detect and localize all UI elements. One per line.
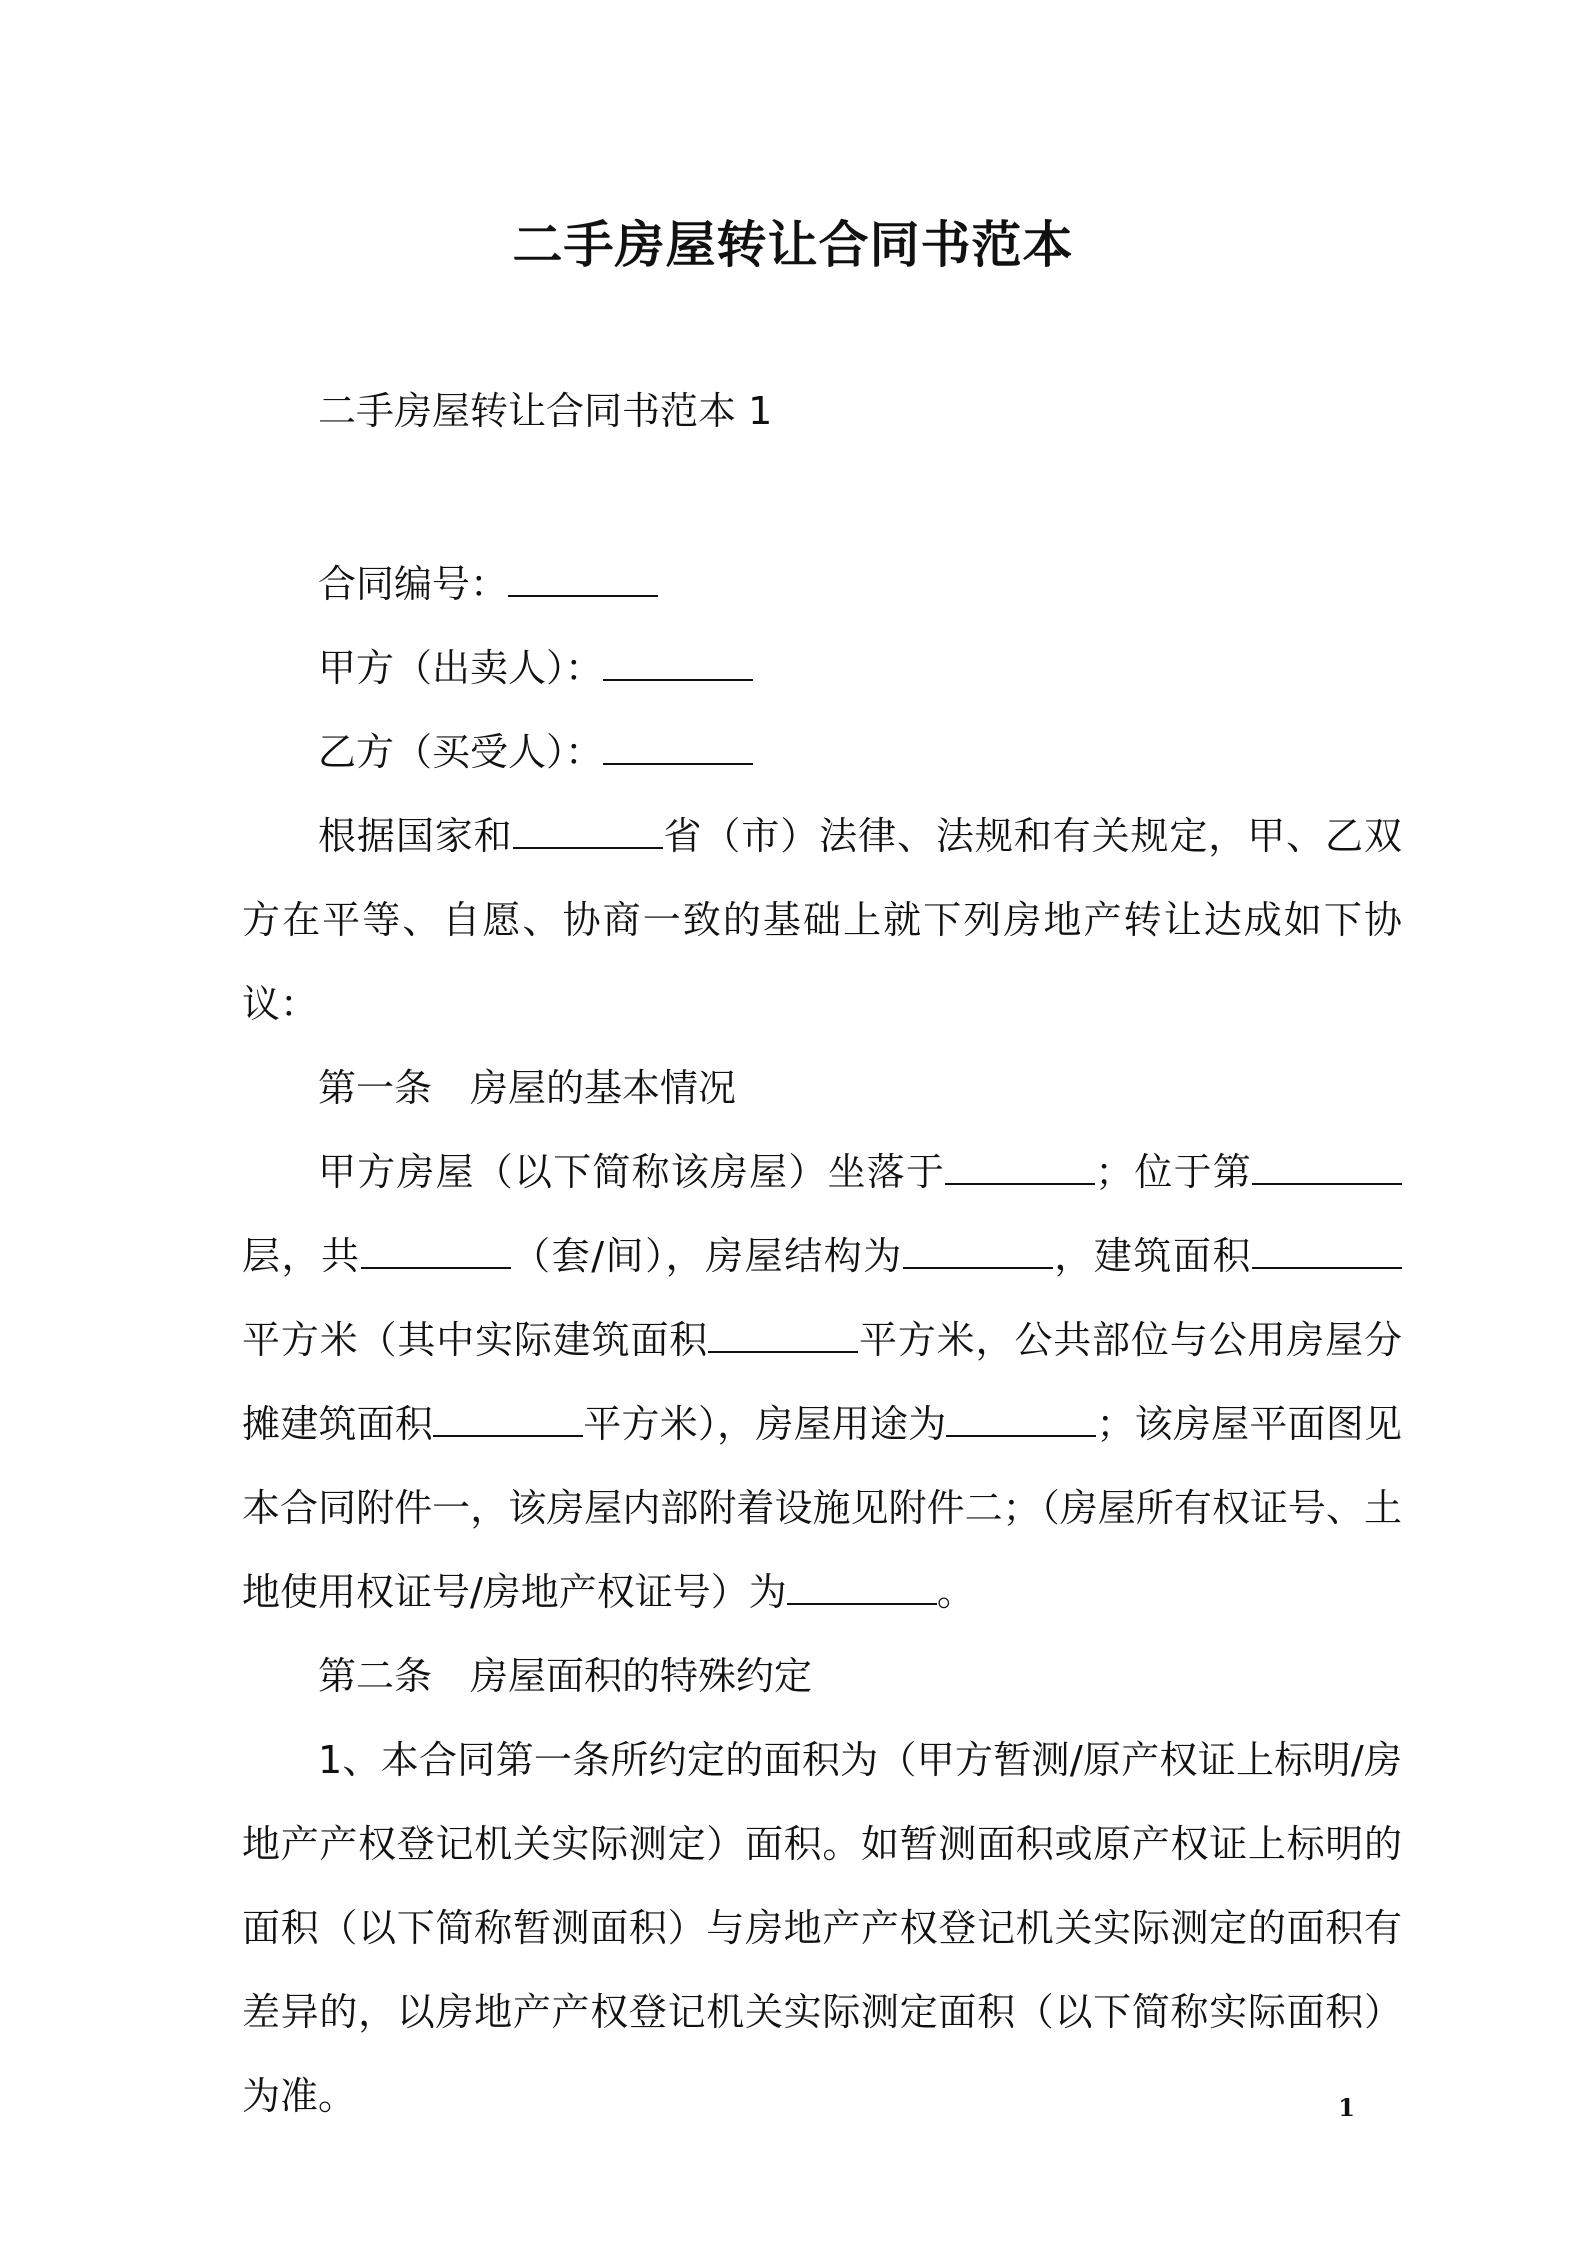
preamble-text-1: 根据国家和: [318, 814, 513, 858]
page-number: 1: [1338, 2093, 1355, 2122]
article-1-text: （套/间），房屋结构为: [510, 1234, 903, 1278]
article-1-text: ；该房屋平面图见本合同附件一，该房屋内部附着设施见附件二；（房屋所有权证号、土地使用权证号/房地产权证号）为: [242, 1402, 1402, 1614]
article-1-text: 平方米（其中实际建筑面积: [242, 1318, 709, 1362]
party-b-label: 乙方（买受人）：: [318, 730, 604, 774]
article-1-text: 平方米，公共部位与公用房屋分摊建筑面积: [242, 1318, 1402, 1446]
blank-field: [603, 733, 753, 765]
article-1-text: 平方米），房屋用途为: [583, 1402, 947, 1446]
contract-number-line: [242, 542, 1402, 626]
blank-field: [946, 1405, 1096, 1437]
blank-field: [508, 565, 658, 597]
article-1-paragraph: [242, 1130, 1402, 1634]
contract-number-label: 合同编号：: [318, 562, 509, 606]
document-title: 二手房屋转让合同书范本: [512, 216, 1074, 274]
blank-field: [945, 1153, 1095, 1185]
blank-field: [603, 649, 753, 681]
blank-field: [513, 817, 663, 849]
blank-field: [708, 1321, 858, 1353]
blank-field: [1252, 1153, 1402, 1185]
blank-field: [1252, 1237, 1402, 1269]
party-a-label: 甲方（出卖人）：: [318, 646, 604, 690]
party-a-line: [242, 626, 1402, 710]
blank-field: [787, 1573, 937, 1605]
preamble-paragraph: [242, 794, 1402, 1046]
document-body: [242, 542, 1402, 2138]
article-2-heading: 第二条 房屋面积的特殊约定: [318, 1654, 813, 1698]
article-1-text: 甲方房屋（以下简称该房屋）坐落于: [318, 1150, 946, 1194]
document-subtitle: 二手房屋转让合同书范本 1: [318, 389, 773, 433]
blank-field: [903, 1237, 1053, 1269]
article-2-item-1: 1、本合同第一条所约定的面积为（甲方暂测/原产权证上标明/房地产产权登记机关实际测定）面积。如暂测面积或原产权证上标明的面积（以下简称暂测面积）与房地产产权登记机关实际测定的面积有差异的，以房地产产权登记机关实际测定面积（以下简称实际面积）为准。: [242, 1738, 1402, 2118]
article-1-text: ；位于第: [1095, 1150, 1252, 1194]
blank-field: [433, 1405, 583, 1437]
article-1-heading: 第一条 房屋的基本情况: [318, 1066, 737, 1110]
article-1-text: 。: [936, 1570, 975, 1614]
article-1-text: ，建筑面积: [1052, 1234, 1252, 1278]
article-1-text: 层，共: [242, 1234, 361, 1278]
preamble-text-2: 省（市）法律、法规和有关规定，甲、乙双方在平等、自愿、协商一致的基础上就下列房地产转让达成如下协议：: [242, 814, 1402, 1026]
blank-field: [361, 1237, 511, 1269]
party-b-line: [242, 710, 1402, 794]
